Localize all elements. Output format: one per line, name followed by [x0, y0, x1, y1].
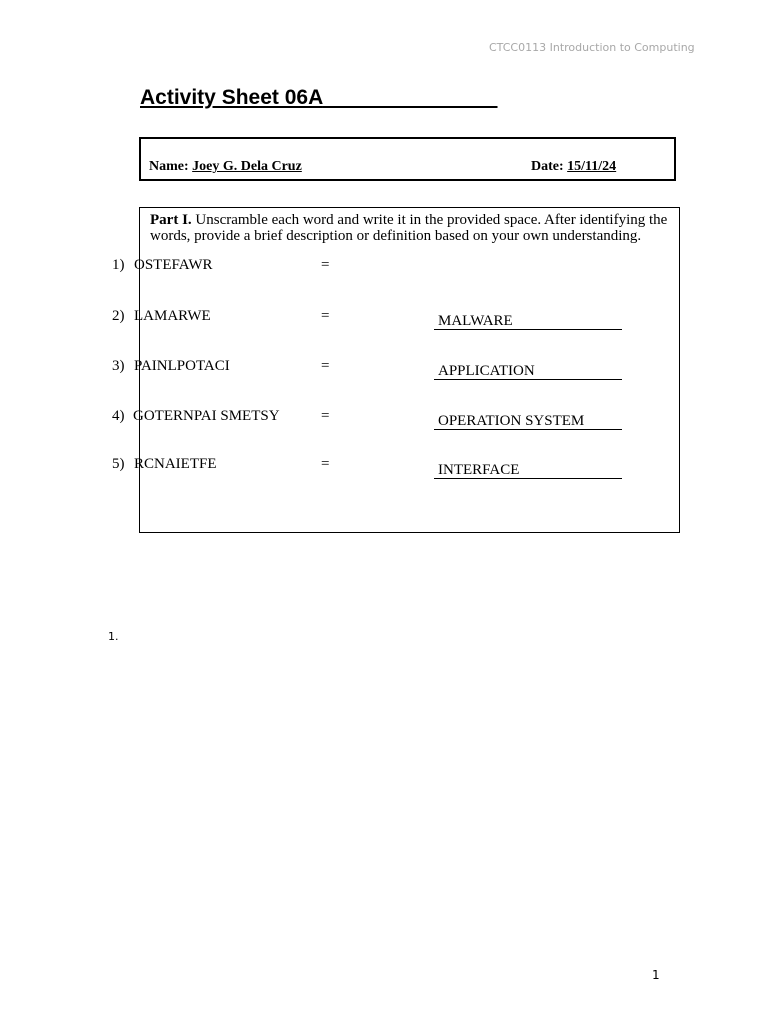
- scrambled-word: PAINLPOTACI: [134, 358, 230, 374]
- answer-field: OPERATION SYSTEM: [434, 412, 622, 430]
- equals-sign: =: [321, 358, 330, 374]
- header-course-text: CTCC0113 Introduction to Computing: [489, 41, 695, 54]
- part-label: Part I.: [150, 212, 192, 228]
- date-field: [531, 159, 616, 175]
- scrambled-word: RCNAIETFE: [134, 456, 217, 472]
- scrambled-word: GOTERNPAI SMETSY: [133, 408, 280, 424]
- page-number: 1: [652, 968, 660, 982]
- name-field: [149, 159, 302, 175]
- equals-sign: =: [321, 257, 330, 273]
- scrambled-word: LAMARWE: [134, 308, 211, 324]
- page-title: [140, 86, 677, 110]
- answer-field: APPLICATION: [434, 362, 622, 380]
- date-value: 15/11/24: [567, 159, 617, 174]
- item-number: 4): [112, 408, 125, 424]
- item-number: 5): [112, 456, 125, 472]
- instructions-text: Unscramble each word and write it in the provided space. After identifying the words, provide a brief description or definition based on your own understanding.: [150, 212, 668, 244]
- equals-sign: =: [321, 456, 330, 472]
- date-label: Date:: [531, 159, 564, 174]
- footnote-marker: 1.: [108, 630, 119, 643]
- item-number: 3): [112, 358, 125, 374]
- equals-sign: =: [321, 308, 330, 324]
- part-one-instructions: [150, 212, 670, 244]
- name-value: Joey G. Dela Cruz: [192, 159, 302, 174]
- answer-field: MALWARE: [434, 312, 622, 330]
- equals-sign: =: [321, 408, 330, 424]
- item-number: 2): [112, 308, 125, 324]
- item-number: 1): [112, 257, 125, 273]
- answer-field: INTERFACE: [434, 461, 622, 479]
- scrambled-word: OSTEFAWR: [134, 257, 213, 273]
- title-text: Activity Sheet 06A: [140, 86, 323, 109]
- name-label: Name:: [149, 159, 189, 174]
